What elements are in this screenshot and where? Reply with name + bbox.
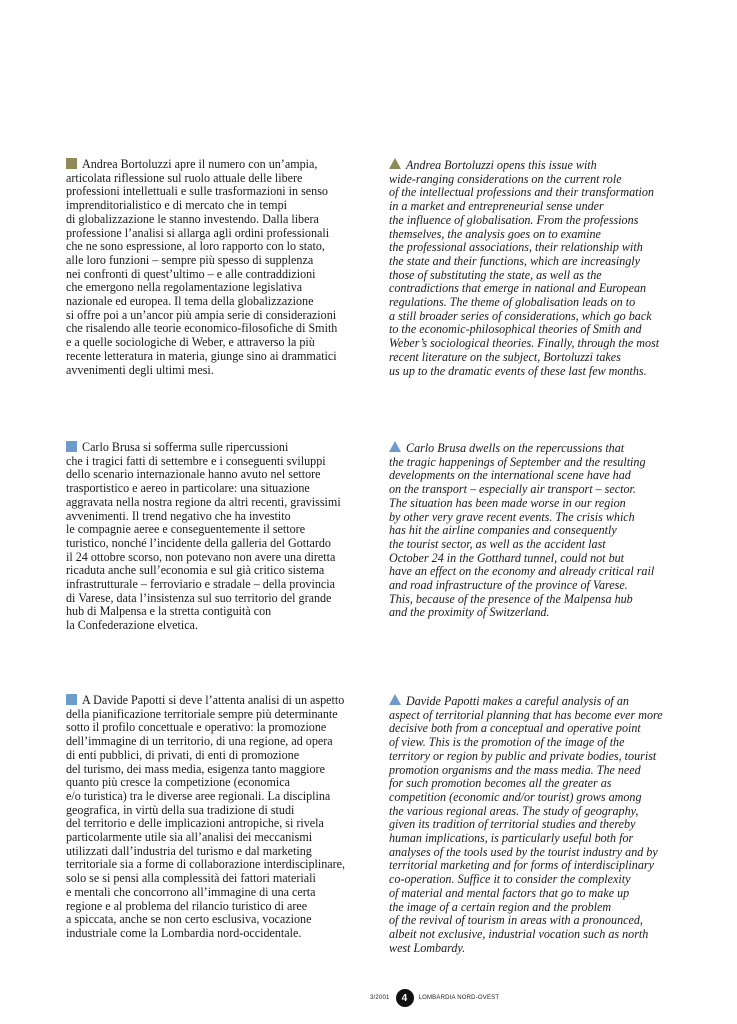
text-line: us up to the dramatic events of these last few months. xyxy=(389,363,647,378)
journal-name: LOMBARDIA NORD-OVEST xyxy=(418,995,500,1001)
text-line: Carlo Brusa dwells on the repercussions that xyxy=(389,441,654,456)
text-line: nei confronti di quest’ultimo – e alle contraddizioni xyxy=(66,266,316,281)
text-line: che ne sono espressione, al loro rapporto con lo stato, xyxy=(66,239,325,254)
text-line: given its tradition of territorial studies and thereby xyxy=(389,817,636,832)
text-line: competition (economic and/or tourist) grows among xyxy=(389,789,642,804)
text-line: of view. This is the promotion of the image of the xyxy=(389,735,625,750)
text-line: analyses of the tools used by the tourist industry and by xyxy=(389,844,658,859)
olive-triangle-marker xyxy=(389,158,401,169)
text-line: e mentali che concorrono all’immagine di una certa xyxy=(66,884,316,899)
text-line: avvenimenti. Il trend negativo che ha investito xyxy=(66,508,291,523)
blue-triangle-marker xyxy=(389,694,401,705)
text-line: the tragic happenings of September and the resulting xyxy=(389,454,646,469)
text-line: la Confederazione elvetica. xyxy=(66,618,198,633)
text-line: professione l’analisi si allarga agli ordini professionali xyxy=(66,225,330,240)
text-line: have an effect on the economy and already critical rail xyxy=(389,564,655,579)
text-line: imprenditorialistico e di mercato che in tempi xyxy=(66,198,287,213)
text-line: turistico, nonché l’incidente della galleria del Gottardo xyxy=(66,535,331,550)
english-paragraph-papotti xyxy=(389,694,663,955)
text-line: co-operation. Suffice it to consider the complexity xyxy=(389,872,631,887)
text-line: alle loro funzioni – sempre più spesso di supplenza xyxy=(66,252,314,267)
text-line: Weber’s sociological theories. Finally, through the most xyxy=(389,336,660,351)
text-line: October 24 in the Gotthard tunnel, could not but xyxy=(389,550,625,565)
text-line: il 24 ottobre scorso, non potevano non avere una diretta xyxy=(66,549,336,564)
text-line: dell’immagine di un territorio, di una regione, ad opera xyxy=(66,734,333,749)
text-line: those of substituting the state, as well as the xyxy=(389,267,602,282)
text-line: e a quelle sociologiche di Weber, e attraverso la più xyxy=(66,335,315,350)
italian-paragraph-brusa xyxy=(66,441,341,633)
text-line: developments on the international scene have had xyxy=(389,468,631,483)
text-line: This, because of the presence of the Malpensa hub xyxy=(389,591,633,606)
text-line: A Davide Papotti si deve l’attenta analisi di un aspetto xyxy=(66,694,345,708)
text-line: sotto il profilo concettuale e operativo: la promozione xyxy=(66,720,327,735)
text-line: regione e al problema del rilancio turistico di aree xyxy=(66,898,308,913)
text-line: che i tragici fatti di settembre e i conseguenti sviluppi xyxy=(66,453,326,468)
olive-square-marker xyxy=(66,158,77,169)
text-line: dello scenario internazionale hanno avuto nel settore xyxy=(66,467,321,482)
text-line: and road infrastructure of the province of Varese. xyxy=(389,578,628,593)
text-line: trasportistico e aereo in particolare: una situazione xyxy=(66,481,310,496)
text-line: Andrea Bortoluzzi apre il numero con un’ampia, xyxy=(66,158,337,172)
text-line: che risalendo alle teorie economico-filosofiche di Smith xyxy=(66,321,338,336)
text-line: promotion organisms and the mass media. The need xyxy=(389,762,641,777)
text-line: the professional associations, their relationship with xyxy=(389,240,643,255)
blue-triangle-marker xyxy=(389,441,401,452)
text-line: geografica, in virtù della sua tradizione di studi xyxy=(66,802,295,817)
issue-number: 3/2001 xyxy=(370,995,390,1001)
text-line: le compagnie aeree e conseguentemente il settore xyxy=(66,522,306,537)
text-line: della pianificazione territoriale sempre più determinante xyxy=(66,706,338,721)
text-line: quanto più cresce la competizione (economica xyxy=(66,775,290,790)
text-line: the influence of globalisation. From the professions xyxy=(389,212,639,227)
text-line: recente letteratura in materia, giunge sino ai drammatici xyxy=(66,348,337,363)
text-line: articolata riflessione sul ruolo attuale delle libere xyxy=(66,170,303,185)
text-line: industriale come la Lombardia nord-occidentale. xyxy=(66,925,302,940)
text-line: a still broader series of considerations, which go back xyxy=(389,308,652,323)
text-line: human implications, is particularly useful both for xyxy=(389,831,634,846)
text-line: che emergono nella regolamentazione legislativa xyxy=(66,280,303,295)
text-line: the state and their functions, which are increasingly xyxy=(389,253,641,268)
english-paragraph-brusa xyxy=(389,441,654,620)
text-line: albeit not exclusive, industrial vocation such as north xyxy=(389,926,649,941)
text-line: Carlo Brusa si sofferma sulle ripercussioni xyxy=(66,441,341,455)
text-line: west Lombardy. xyxy=(389,940,466,955)
text-line: territory or region by public and private bodies, tourist xyxy=(389,748,657,763)
text-line: infrastrutturale – ferroviario e stradale – della provincia xyxy=(66,577,335,592)
text-line: Davide Papotti makes a careful analysis of an xyxy=(389,694,663,709)
text-line: in a market and entrepreneurial sense under xyxy=(389,199,604,214)
text-line: particolarmente utile sia all’analisi dei meccanismi xyxy=(66,830,313,845)
text-line: hub di Malpensa e la stretta contiguità con xyxy=(66,604,272,619)
text-line: and the proximity of Switzerland. xyxy=(389,605,550,620)
text-line: for such promotion becomes all the greater as xyxy=(389,776,612,791)
text-line: di enti pubblici, di privati, di enti di promozione xyxy=(66,747,300,762)
text-line: of material and mental factors that go to make up xyxy=(389,885,630,900)
text-line: themselves, the analysis goes on to examine xyxy=(389,226,601,241)
italian-paragraph-bortoluzzi xyxy=(66,158,337,377)
text-line: territoriale sia a forme di collaborazione interdisciplinare, xyxy=(66,857,346,872)
text-line: recent literature on the subject, Bortoluzzi takes xyxy=(389,349,621,364)
text-line: solo se si pensi alla complessità dei fattori materiali xyxy=(66,871,316,886)
text-line: del territorio e delle implicazioni antropiche, si rivela xyxy=(66,816,324,831)
blue-square-marker xyxy=(66,694,77,705)
text-line: decisive both from a conceptual and operative point xyxy=(389,721,641,736)
text-line: di globalizzazione le stanno investendo. Dalla libera xyxy=(66,211,319,226)
text-line: professioni intellettuali e sulle trasformazioni in senso xyxy=(66,184,328,199)
text-line: del turismo, dei mass media, esigenza tanto maggiore xyxy=(66,761,325,776)
text-line: e/o turistica) tra le diverse aree regionali. La disciplina xyxy=(66,788,331,803)
italian-paragraph-papotti xyxy=(66,694,345,941)
text-line: the image of a certain region and the problem xyxy=(389,899,612,914)
text-line: utilizzati dall’industria del turismo e dal marketing xyxy=(66,843,312,858)
text-line: contradictions that emerge in national and European xyxy=(389,281,647,296)
blue-square-marker xyxy=(66,441,77,452)
text-line: of the revival of tourism in areas with a pronounced, xyxy=(389,913,643,928)
text-line: nazionale ed europea. Il tema della globalizzazione xyxy=(66,294,314,309)
text-line: aggravata nella nostra regione da altri recenti, gravissimi xyxy=(66,494,341,509)
page-number-badge: 4 xyxy=(396,989,414,1007)
text-line: si offre poi a un’ancor più ampia serie di considerazioni xyxy=(66,307,337,322)
text-line: The situation has been made worse in our region xyxy=(389,495,626,510)
text-line: on the transport – especially air transport – sector. xyxy=(389,482,636,497)
text-line: avvenimenti degli ultimi mesi. xyxy=(66,362,214,377)
text-line: di Varese, data l’insistenza sul suo territorio del grande xyxy=(66,590,332,605)
text-line: by other very grave recent events. The crisis which xyxy=(389,509,635,524)
text-line: the tourist sector, as well as the accident last xyxy=(389,536,606,551)
text-line: of the intellectual professions and their transformation xyxy=(389,185,654,200)
text-line: wide-ranging considerations on the current role xyxy=(389,171,622,186)
text-line: ricaduta anche sull’economia e sul già critico sistema xyxy=(66,563,325,578)
page-footer xyxy=(370,988,499,1008)
text-line: has hit the airline companies and consequently xyxy=(389,523,617,538)
english-paragraph-bortoluzzi xyxy=(389,158,659,378)
text-line: to the economic-philosophical theories of Smith and xyxy=(389,322,642,337)
text-line: a spiccata, anche se non certo esclusiva, vocazione xyxy=(66,912,312,927)
text-line: the various regional areas. The study of geography, xyxy=(389,803,639,818)
text-line: Andrea Bortoluzzi opens this issue with xyxy=(389,158,659,173)
text-line: regulations. The theme of globalisation leads on to xyxy=(389,295,636,310)
text-line: aspect of territorial planning that has become ever more xyxy=(389,707,663,722)
text-line: territorial marketing and for forms of interdisciplinary xyxy=(389,858,654,873)
